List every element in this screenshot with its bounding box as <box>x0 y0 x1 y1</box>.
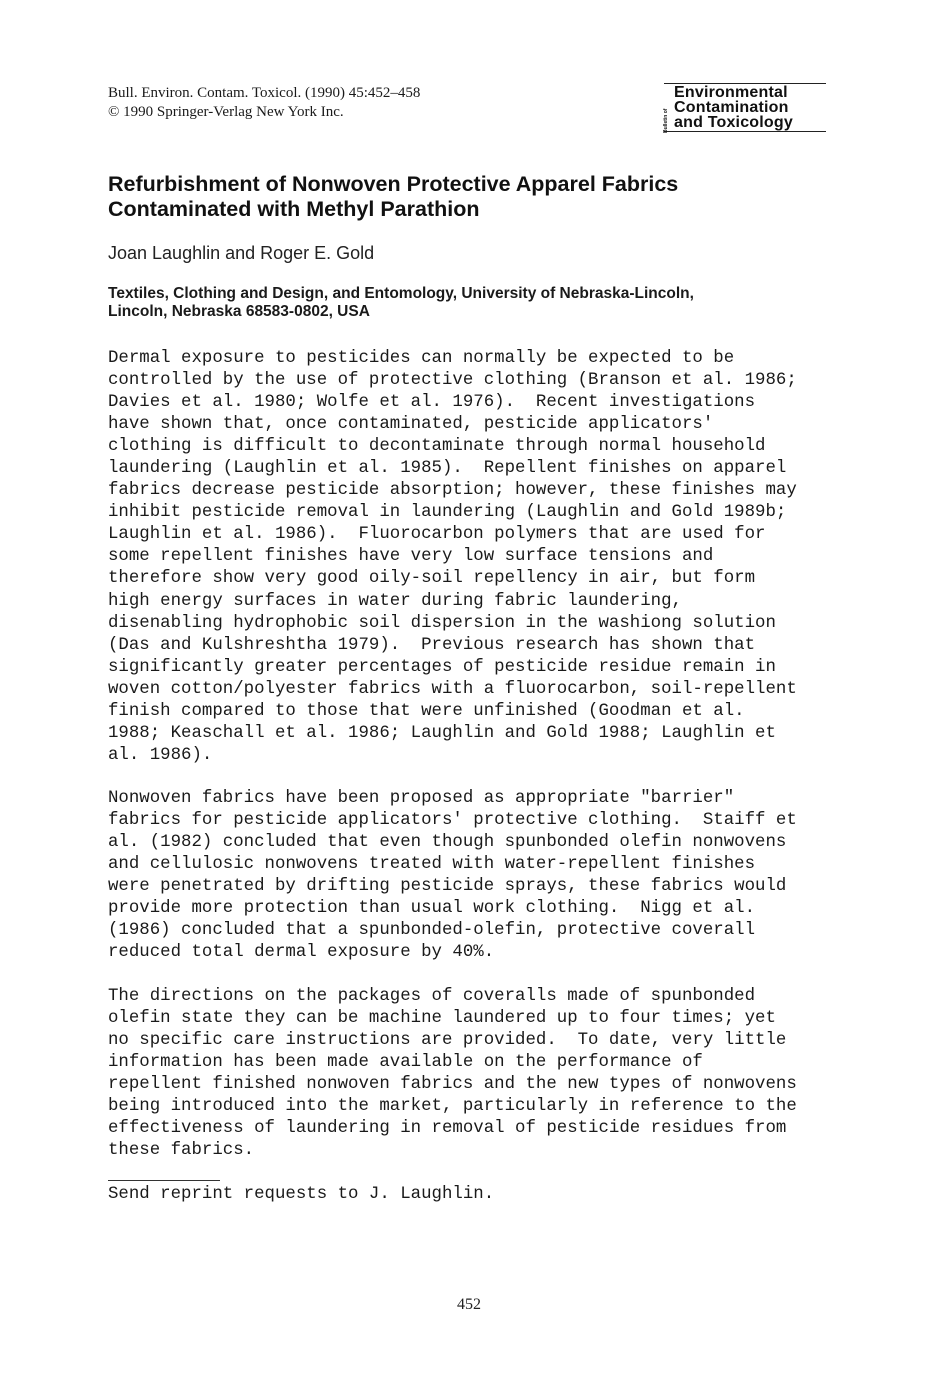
text-line: inhibit pesticide removal in laundering (Laughlin and Gold 1989b; <box>108 503 787 523</box>
journal-logo <box>664 83 826 132</box>
text-line: Dermal exposure to pesticides can normally be expected to be <box>108 349 735 368</box>
affiliation-line: Lincoln, Nebraska 68583-0802, USA <box>108 303 370 320</box>
text-line: and cellulosic nonwovens treated with water-repellent finishes <box>108 855 756 875</box>
page-number: 452 <box>457 1296 481 1313</box>
text-line: The directions on the packages of coveralls made of spunbonded <box>108 987 756 1006</box>
text-line: information has been made available on the performance of <box>108 1053 703 1073</box>
title-line: Refurbishment of Nonwoven Protective Apparel Fabrics <box>108 172 679 196</box>
text-line: finish compared to those that were unfinished (Goodman et al. <box>108 701 745 721</box>
text-line: Nonwoven fabrics have been proposed as appropriate "barrier" <box>108 789 735 808</box>
footnote-divider <box>108 1180 220 1181</box>
text-line: laundering (Laughlin et al. 1985). Repellent finishes on apparel <box>108 459 787 479</box>
text-line: were penetrated by drifting pesticide sprays, these fabrics would <box>108 877 787 897</box>
text-line: controlled by the use of protective clothing (Branson et al. 1986; <box>108 371 797 391</box>
text-line: (1986) concluded that a spunbonded-olefin, protective coverall <box>108 921 756 941</box>
journal-logo-line: and Toxicology <box>674 114 793 131</box>
title-line: Contaminated with Methyl Parathion <box>108 197 480 221</box>
text-line: (Das and Kulshreshtha 1979). Previous research has shown that <box>108 635 756 655</box>
copyright-line: © 1990 Springer-Verlag New York Inc. <box>108 104 344 120</box>
text-line: woven cotton/polyester fabrics with a fluorocarbon, soil-repellent <box>108 679 797 699</box>
journal-logo-line: Contamination <box>674 99 789 116</box>
text-line: provide more protection than usual work clothing. Nigg et al. <box>108 899 756 919</box>
affiliation <box>108 285 828 321</box>
paragraph-3 <box>108 986 838 1162</box>
text-line: repellent finished nonwoven fabrics and the new types of nonwovens <box>108 1075 797 1095</box>
text-line: have shown that, once contaminated, pesticide applicators' <box>108 415 714 435</box>
text-line: some repellent finishes have very low surface tensions and <box>108 547 714 567</box>
article-title <box>108 172 848 222</box>
paragraph-2 <box>108 788 838 964</box>
text-line: high energy surfaces in water during fabric laundering, <box>108 591 682 611</box>
journal-logo-line: Environmental <box>674 84 788 101</box>
text-line: significantly greater percentages of pesticide residue remain in <box>108 657 776 677</box>
text-line: fabrics for pesticide applicators' protective clothing. Staiff et <box>108 811 797 831</box>
text-line: reduced total dermal exposure by 40%. <box>108 943 495 963</box>
text-line: being introduced into the market, particularly in reference to the <box>108 1097 797 1117</box>
citation-line: Bull. Environ. Contam. Toxicol. (1990) 45:452–458 <box>108 85 421 101</box>
footnote: Send reprint requests to J. Laughlin. <box>108 1185 495 1204</box>
text-line: therefore show very good oily-soil repellency in air, but form <box>108 569 756 589</box>
text-line: 1988; Keaschall et al. 1986; Laughlin and Gold 1988; Laughlin et <box>108 723 776 743</box>
text-line: al. 1986). <box>108 745 213 765</box>
journal-logo-bulletin: Bulletin of <box>663 108 669 133</box>
text-line: Laughlin et al. 1986). Fluorocarbon polymers that are used for <box>108 525 766 545</box>
text-line: olefin state they can be machine laundered up to four times; yet <box>108 1009 776 1029</box>
text-line: fabrics decrease pesticide absorption; however, these finishes may <box>108 481 797 501</box>
text-line: no specific care instructions are provided. To date, very little <box>108 1031 787 1051</box>
text-line: disenabling hydrophobic soil dispersion in the washiong solution <box>108 613 776 633</box>
text-line: effectiveness of laundering in removal of pesticide residues from <box>108 1119 787 1139</box>
citation-header <box>108 84 420 122</box>
text-line: these fabrics. <box>108 1141 255 1161</box>
paragraph-1 <box>108 348 838 767</box>
text-line: al. (1982) concluded that even though spunbonded olefin nonwovens <box>108 833 787 853</box>
authors: Joan Laughlin and Roger E. Gold <box>108 243 375 263</box>
affiliation-line: Textiles, Clothing and Design, and Entomology, University of Nebraska-Lincoln, <box>108 285 694 302</box>
text-line: Davies et al. 1980; Wolfe et al. 1976). Recent investigations <box>108 393 756 413</box>
text-line: clothing is difficult to decontaminate through normal household <box>108 437 766 457</box>
